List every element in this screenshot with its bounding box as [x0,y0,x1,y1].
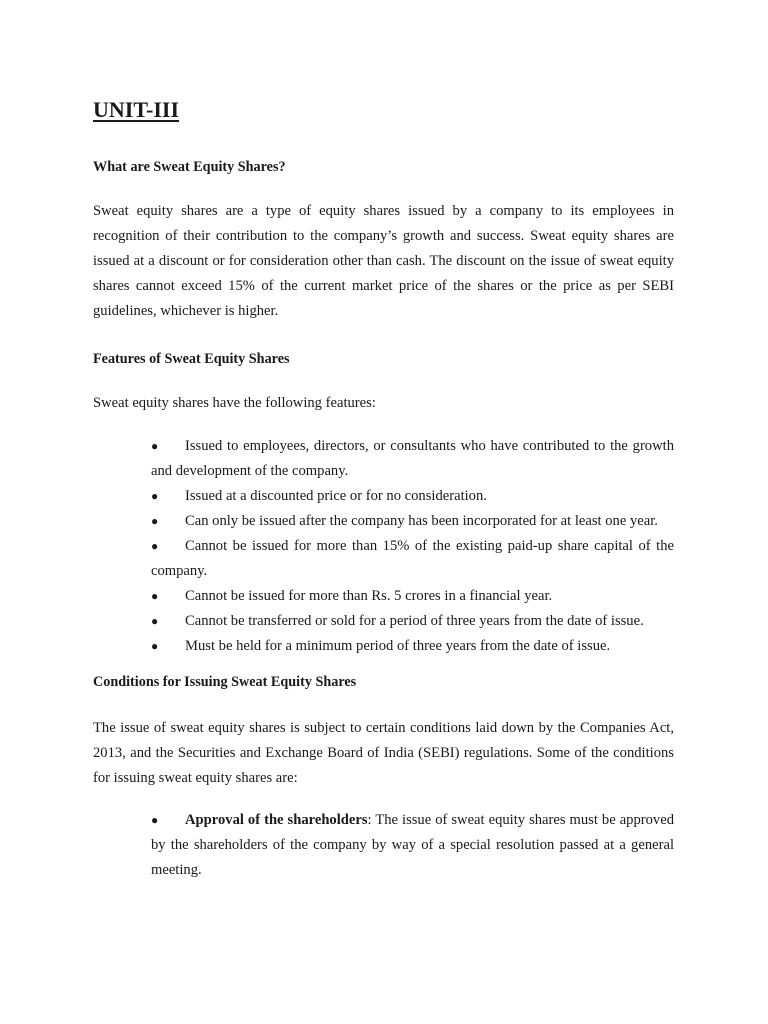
list-item [151,808,674,883]
condition-text: : The issue of sweat equity shares must be approved by the shareholders of the company by way of a special resolution passed at a general meeting. [151,812,674,878]
section-heading-what-are-sweat-equity: What are Sweat Equity Shares? [93,159,286,175]
section-paragraph-conditions: The issue of sweat equity shares is subject to certain conditions laid down by the Companies Act, 2013, and the Securities and Exchange Board of India (SEBI) regulations. Some of the conditions for issuing sweat equity shares are: [93,720,674,786]
list-item [151,584,674,609]
list-item [151,534,674,584]
conditions-list [93,808,674,883]
bullet-icon: ● [151,639,159,653]
section-paragraph-definition: Sweat equity shares are a type of equity shares issued by a company to its employees in recognition of their contribution to the company’s growth and success. Sweat equity shares are issued at a discount or for consideration other than cash. The discount on the issue of sweat equity shares cannot exceed 15% of the current market price of the shares or the price as per SEBI guidelines, whichever is higher. [93,203,674,319]
document-page [93,96,674,883]
bullet-icon: ● [151,813,159,827]
bullet-icon: ● [151,589,159,603]
list-item [151,484,674,509]
bullet-icon: ● [151,539,159,553]
condition-label: Approval of the shareholders [185,812,368,828]
bullet-icon: ● [151,514,159,528]
section-heading-conditions: Conditions for Issuing Sweat Equity Shares [93,674,357,690]
features-intro: Sweat equity shares have the following features: [93,395,376,411]
list-item [151,434,674,484]
list-item-text: Can only be issued after the company has been incorporated for at least one year. [185,513,658,529]
list-item [151,634,674,659]
bullet-icon: ● [151,439,159,453]
list-item [151,509,674,534]
page-title: UNIT-III [93,97,180,122]
list-item [151,609,674,634]
bullet-icon: ● [151,489,159,503]
bullet-icon: ● [151,614,159,628]
section-heading-features: Features of Sweat Equity Shares [93,351,290,367]
list-item-text: Issued at a discounted price or for no consideration. [185,488,487,504]
features-list [93,434,674,659]
list-item-text: Must be held for a minimum period of three years from the date of issue. [185,638,611,654]
list-item-text: Cannot be transferred or sold for a period of three years from the date of issue. [185,613,644,629]
list-item-text: Issued to employees, directors, or consultants who have contributed to the growth and development of the company. [151,438,674,479]
list-item-text: Cannot be issued for more than 15% of the existing paid-up share capital of the company. [151,538,674,579]
list-item-text: Cannot be issued for more than Rs. 5 crores in a financial year. [185,588,553,604]
